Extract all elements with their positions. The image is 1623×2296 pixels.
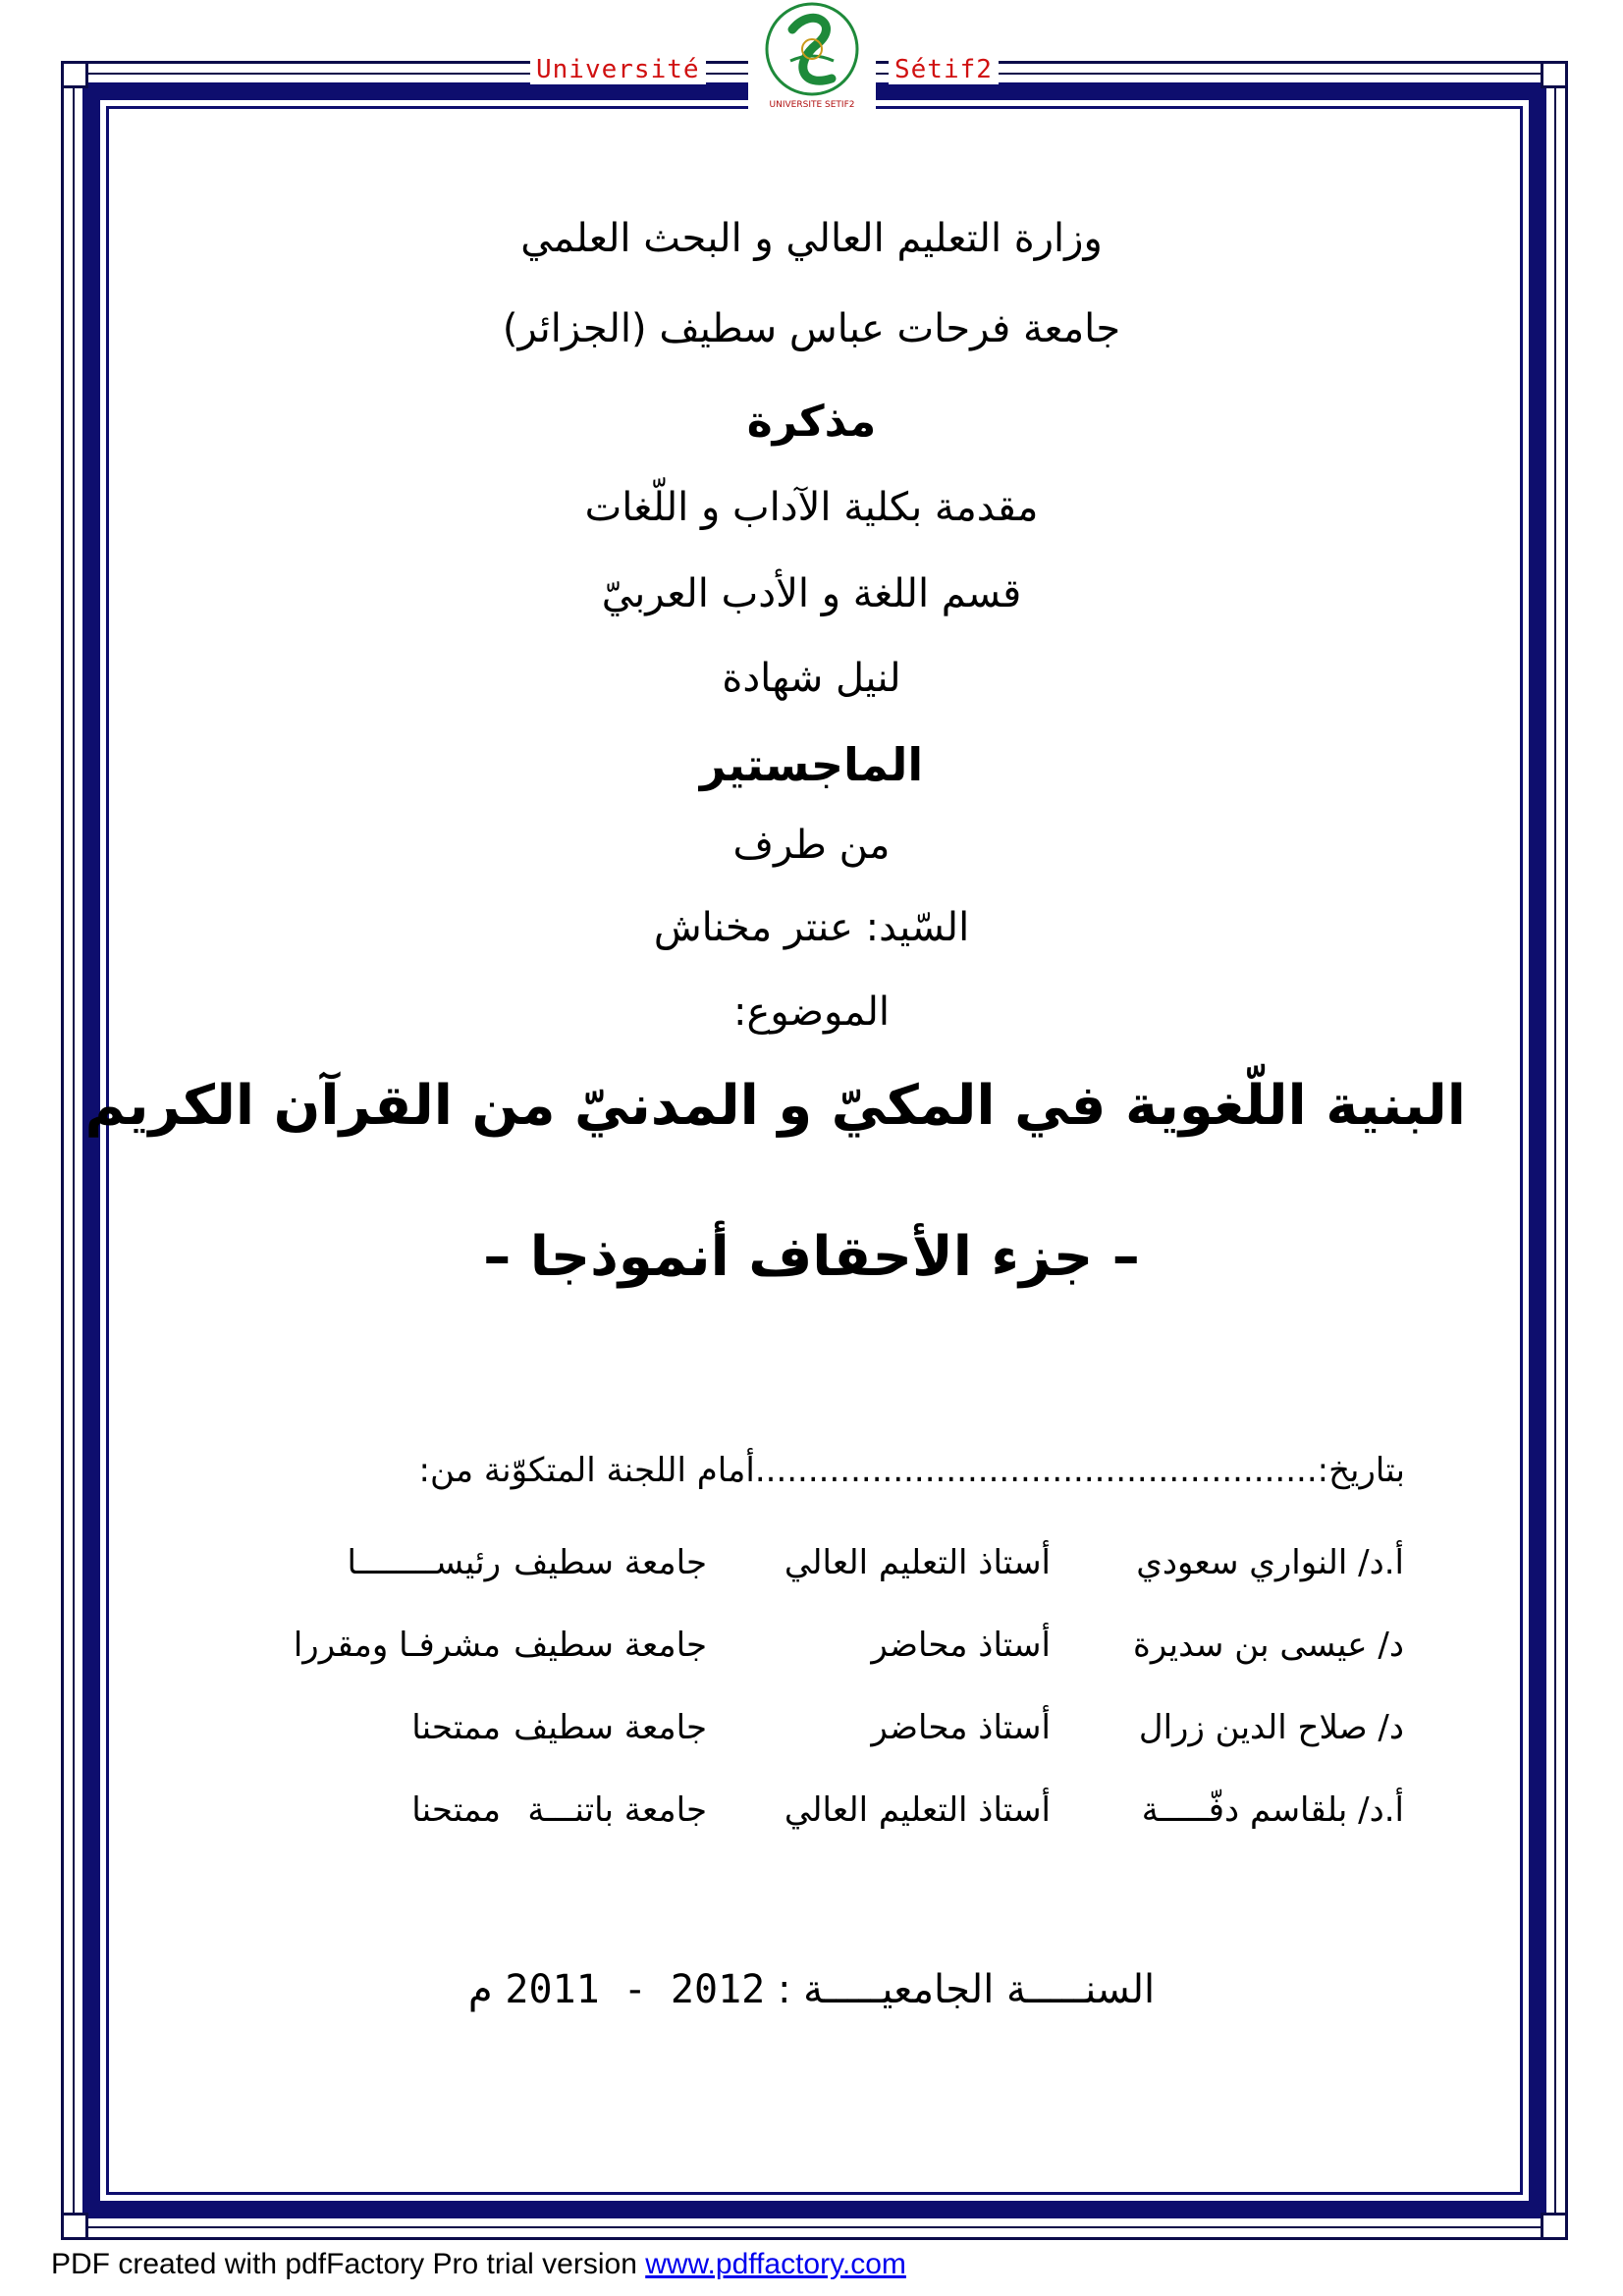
member-rank: أستاذ التعليم العالي [784, 1790, 1051, 1830]
memo-heading: مذكرة [746, 397, 877, 447]
author-line: السّيد: عنتر مخناش [653, 905, 970, 950]
footer-link[interactable]: www.pdffactory.com [645, 2248, 906, 2280]
border-corner [1541, 61, 1568, 88]
committee-row [177, 1522, 1404, 1604]
border-corner [61, 2213, 88, 2240]
header-university-text: Université [530, 55, 706, 84]
pdf-footer [51, 2248, 906, 2281]
thesis-subtitle: – جزء الأحقاف أنموذجا – [483, 1225, 1140, 1289]
member-rank: أستاذ التعليم العالي [784, 1543, 1051, 1582]
header-setif-text: Sétif2 [889, 55, 999, 84]
member-rank: أستاذ محاضر [871, 1708, 1051, 1747]
member-name: د/ عيسى بن سديرة [1133, 1626, 1404, 1665]
faculty-line: مقدمة بكلية الآداب و اللّغات [584, 485, 1039, 530]
member-name: د/ صلاح الدين زرال [1138, 1708, 1404, 1747]
member-role: رئيســــــــا [347, 1543, 501, 1582]
member-role: مشرفـا ومقررا [293, 1626, 501, 1665]
degree-intro-line: لنيل شهادة [722, 656, 901, 701]
thesis-title: البنية اللّغوية في المكيّ و المدنيّ من القرآن الكريم [84, 1074, 1466, 1138]
ministry-line: وزارة التعليم العالي و البحث العلمي [520, 216, 1103, 261]
committee-table [177, 1522, 1404, 1851]
committee-row [177, 1686, 1404, 1769]
logo-emblem-icon [763, 0, 861, 98]
member-name: أ.د/ بلقاسم دفّـــــة [1141, 1790, 1404, 1830]
topic-label: الموضوع: [732, 989, 891, 1035]
member-university: جامعة سطيف [514, 1708, 707, 1747]
footer-text: PDF created with pdfFactory Pro trial version [51, 2248, 646, 2280]
border-corner [1541, 2213, 1568, 2240]
member-university: جامعة باتنـــة [527, 1790, 707, 1830]
university-line: جامعة فرحات عباس سطيف (الجزائر) [502, 306, 1121, 351]
by-line: من طرف [732, 823, 891, 868]
member-university: جامعة سطيف [514, 1543, 707, 1582]
member-university: جامعة سطيف [514, 1626, 707, 1665]
date-committee-line: بتاريخ:.....................................................أمام اللجنة المتكوّنة من: [418, 1451, 1405, 1490]
degree-heading: الماجستير [699, 738, 924, 791]
member-name: أ.د/ النواري سعودي [1136, 1543, 1404, 1582]
logo-caption: UNIVERSITE SETIF2 [769, 100, 855, 110]
border-corner [61, 61, 88, 88]
committee-row [177, 1769, 1404, 1851]
member-role: ممتحنا [411, 1708, 501, 1747]
academic-year-suffix: م [467, 1967, 493, 2012]
university-logo [748, 0, 876, 126]
member-role: ممتحنا [411, 1790, 501, 1830]
committee-row [177, 1604, 1404, 1686]
member-rank: أستاذ محاضر [871, 1626, 1051, 1665]
academic-year-value: 2011 - 2012 [505, 1967, 766, 2012]
department-line: قسم اللغة و الأدب العربيّ [601, 571, 1022, 616]
academic-year-line [157, 1967, 1466, 2012]
academic-year-label: السنـــــة الجامعيـــــة : [777, 1967, 1156, 2012]
